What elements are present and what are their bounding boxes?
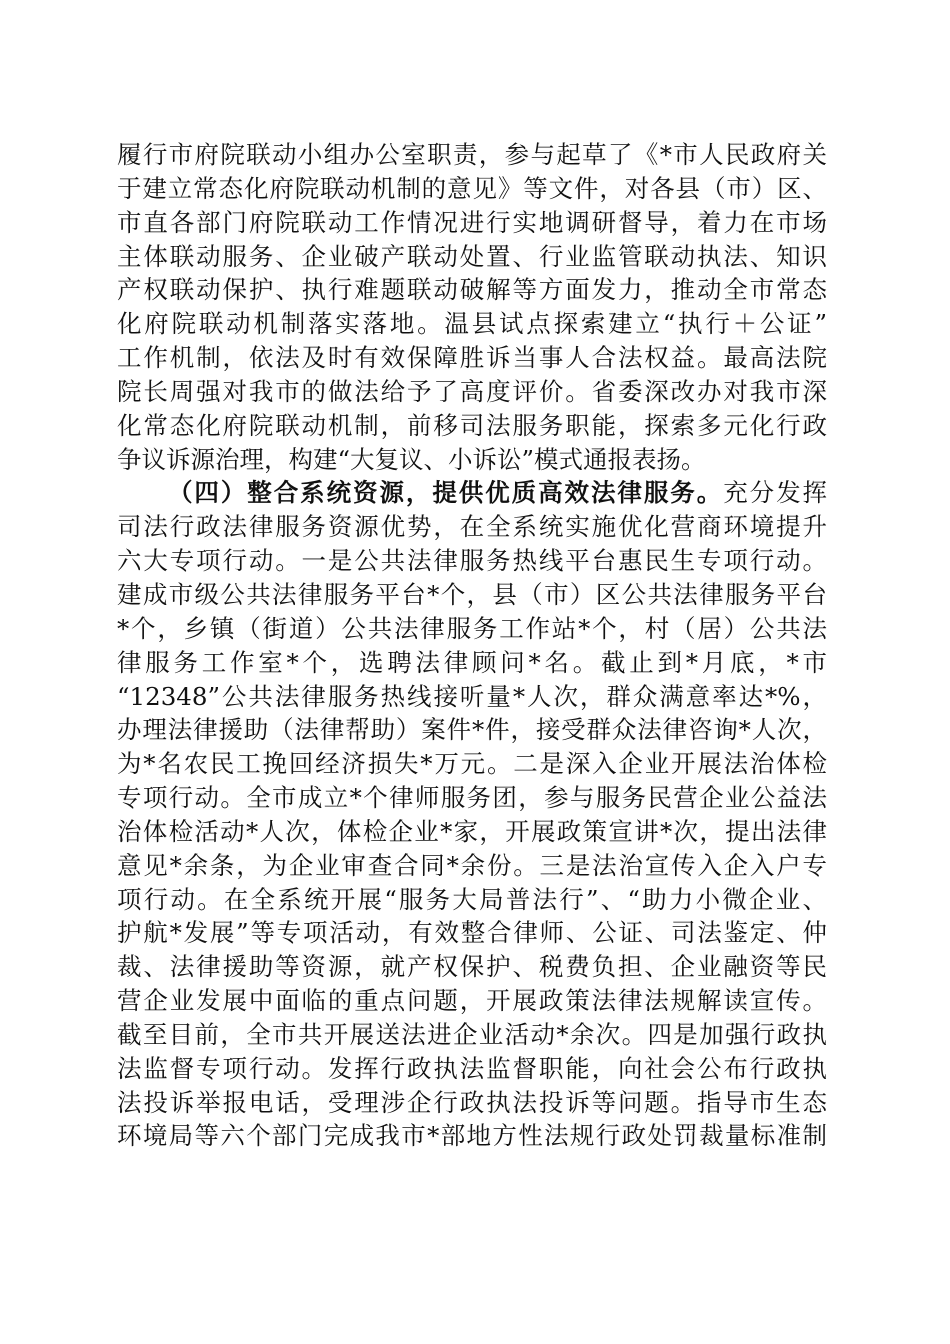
text-line: 治体检活动*人次，体检企业*家，开展政策宣讲*次，提出法律	[117, 816, 827, 846]
text-line: 产权联动保护、执行难题联动破解等方面发力，推动全市常态	[117, 275, 827, 305]
text-line: 项行动。在全系统开展“服务大局普法行”、“助力小微企业、	[117, 884, 827, 914]
text-line: 营企业发展中面临的重点问题，开展政策法律法规解读宣传。	[117, 986, 827, 1016]
text-line: 争议诉源治理，构建“大复议、小诉讼”模式通报表扬。	[117, 444, 706, 474]
text-line: 环境局等六个部门完成我市*部地方性法规行政处罚裁量标准制	[117, 1121, 827, 1151]
paragraph-1	[117, 138, 827, 476]
text-line: 为*名农民工挽回经济损失*万元。二是深入企业开展法治体检	[117, 749, 827, 779]
text-line: 意见*余条，为企业审查合同*余份。三是法治宣传入企入户专	[117, 850, 827, 880]
text-line: 于建立常态化府院联动机制的意见》等文件，对各县（市）区、	[117, 173, 827, 203]
paragraph-2	[117, 476, 827, 1153]
text-line: 六大专项行动。一是公共法律服务热线平台惠民生专项行动。	[117, 546, 827, 576]
text-line: 截至目前，全市共开展送法进企业活动*余次。四是加强行政执	[117, 1019, 827, 1049]
text-line: 主体联动服务、企业破产联动处置、行业监管联动执法、知识	[117, 241, 827, 271]
text-line: 律服务工作室*个，选聘法律顾问*名。截止到*月底，*市	[117, 647, 827, 677]
text-line: 化府院联动机制落实落地。温县试点探索建立“执行＋公证”	[117, 309, 827, 339]
text-line: 履行市府院联动小组办公室职责，参与起草了《*市人民政府关	[117, 140, 827, 169]
text-line: 法投诉举报电话，受理涉企行政执法投诉等问题。指导市生态	[117, 1087, 827, 1117]
text-line: 专项行动。全市成立*个律师服务团，参与服务民营企业公益法	[117, 783, 827, 813]
text-line: 办理法律援助（法律帮助）案件*件，接受群众法律咨询*人次，	[117, 715, 827, 745]
body-text	[117, 138, 827, 1153]
text-line: 法监督专项行动。发挥行政执法监督职能，向社会公布行政执	[117, 1053, 827, 1083]
text-line: “12348”公共法律服务热线接听量*人次，群众满意率达*%，	[117, 681, 827, 711]
text-line: 化常态化府院联动机制，前移司法服务职能，探索多元化行政	[117, 410, 827, 440]
text-line: 司法行政法律服务资源优势，在全系统实施优化营商环境提升	[117, 512, 827, 542]
text-line: 市直各部门府院联动工作情况进行实地调研督导，着力在市场	[117, 207, 827, 237]
text-line: 建成市级公共法律服务平台*个，县（市）区公共法律服务平台	[117, 579, 827, 609]
text-line: 工作机制，依法及时有效保障胜诉当事人合法权益。最高法院	[117, 343, 827, 373]
text-line: 院长周强对我市的做法给予了高度评价。省委深改办对我市深	[117, 376, 827, 406]
text-line: *个，乡镇（街道）公共法律服务工作站*个，村（居）公共法	[117, 613, 827, 643]
text-line: 护航*发展”等专项活动，有效整合律师、公证、司法鉴定、仲	[117, 918, 827, 948]
heading-line-rest: 充分发挥	[723, 478, 828, 508]
text-line: 裁、法律援助等资源，就产权保护、税费负担、企业融资等民	[117, 952, 827, 982]
section-heading: （四）整合系统资源，提供优质高效法律服务。	[166, 478, 724, 508]
text-line-first	[117, 476, 827, 510]
